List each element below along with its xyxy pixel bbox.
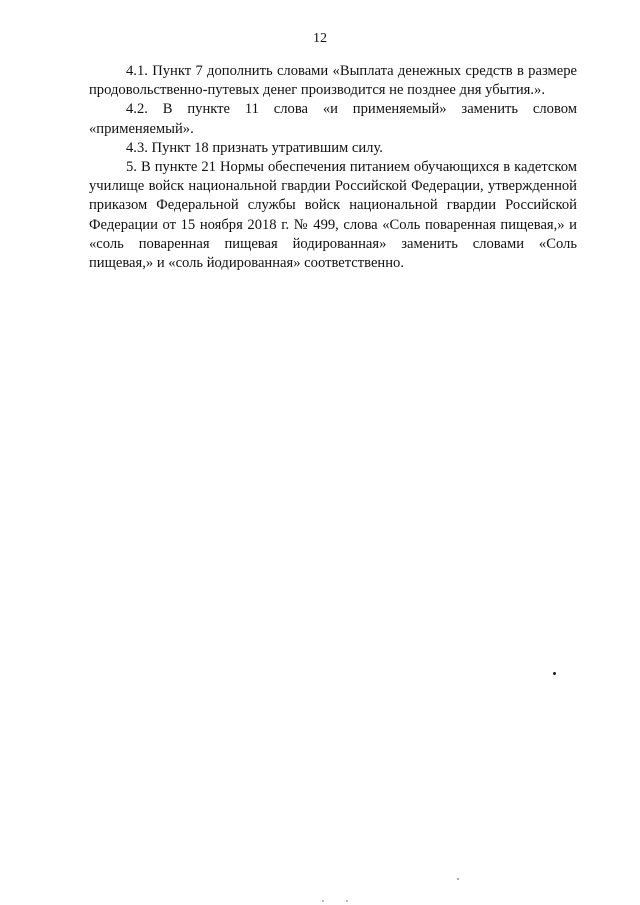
page-number: 12 [313,31,327,46]
scan-speck [322,900,324,902]
paragraph-4-2: 4.2. В пункте 11 слова «и применяемый» заменить словом «применяемый». [89,101,577,137]
paragraph-4-1: 4.1. Пункт 7 дополнить словами «Выплата денежных средств в размере продовольственно-путевых денег производится не позднее дня убытия.». [89,63,577,99]
scan-speck [553,672,556,675]
paragraph-5: 5. В пункте 21 Нормы обеспечения питанием обучающихся в кадетском училище войск национальной гвардии Российской Федерации, утвержденной приказом Федеральной службы войск национальной гвардии Российской Федерации от 15 ноября 2018 г. № 499, слова «Соль поваренная пищевая,» и «соль поваренная пищевая йодированная» заменить словами «Соль пищевая,» и «соль йодированная» соответственно. [89,159,577,272]
document-body [89,62,577,273]
paragraph-4-3: 4.3. Пункт 18 признать утратившим силу. [126,139,383,156]
scan-speck [346,900,348,902]
scan-speck [457,878,459,880]
